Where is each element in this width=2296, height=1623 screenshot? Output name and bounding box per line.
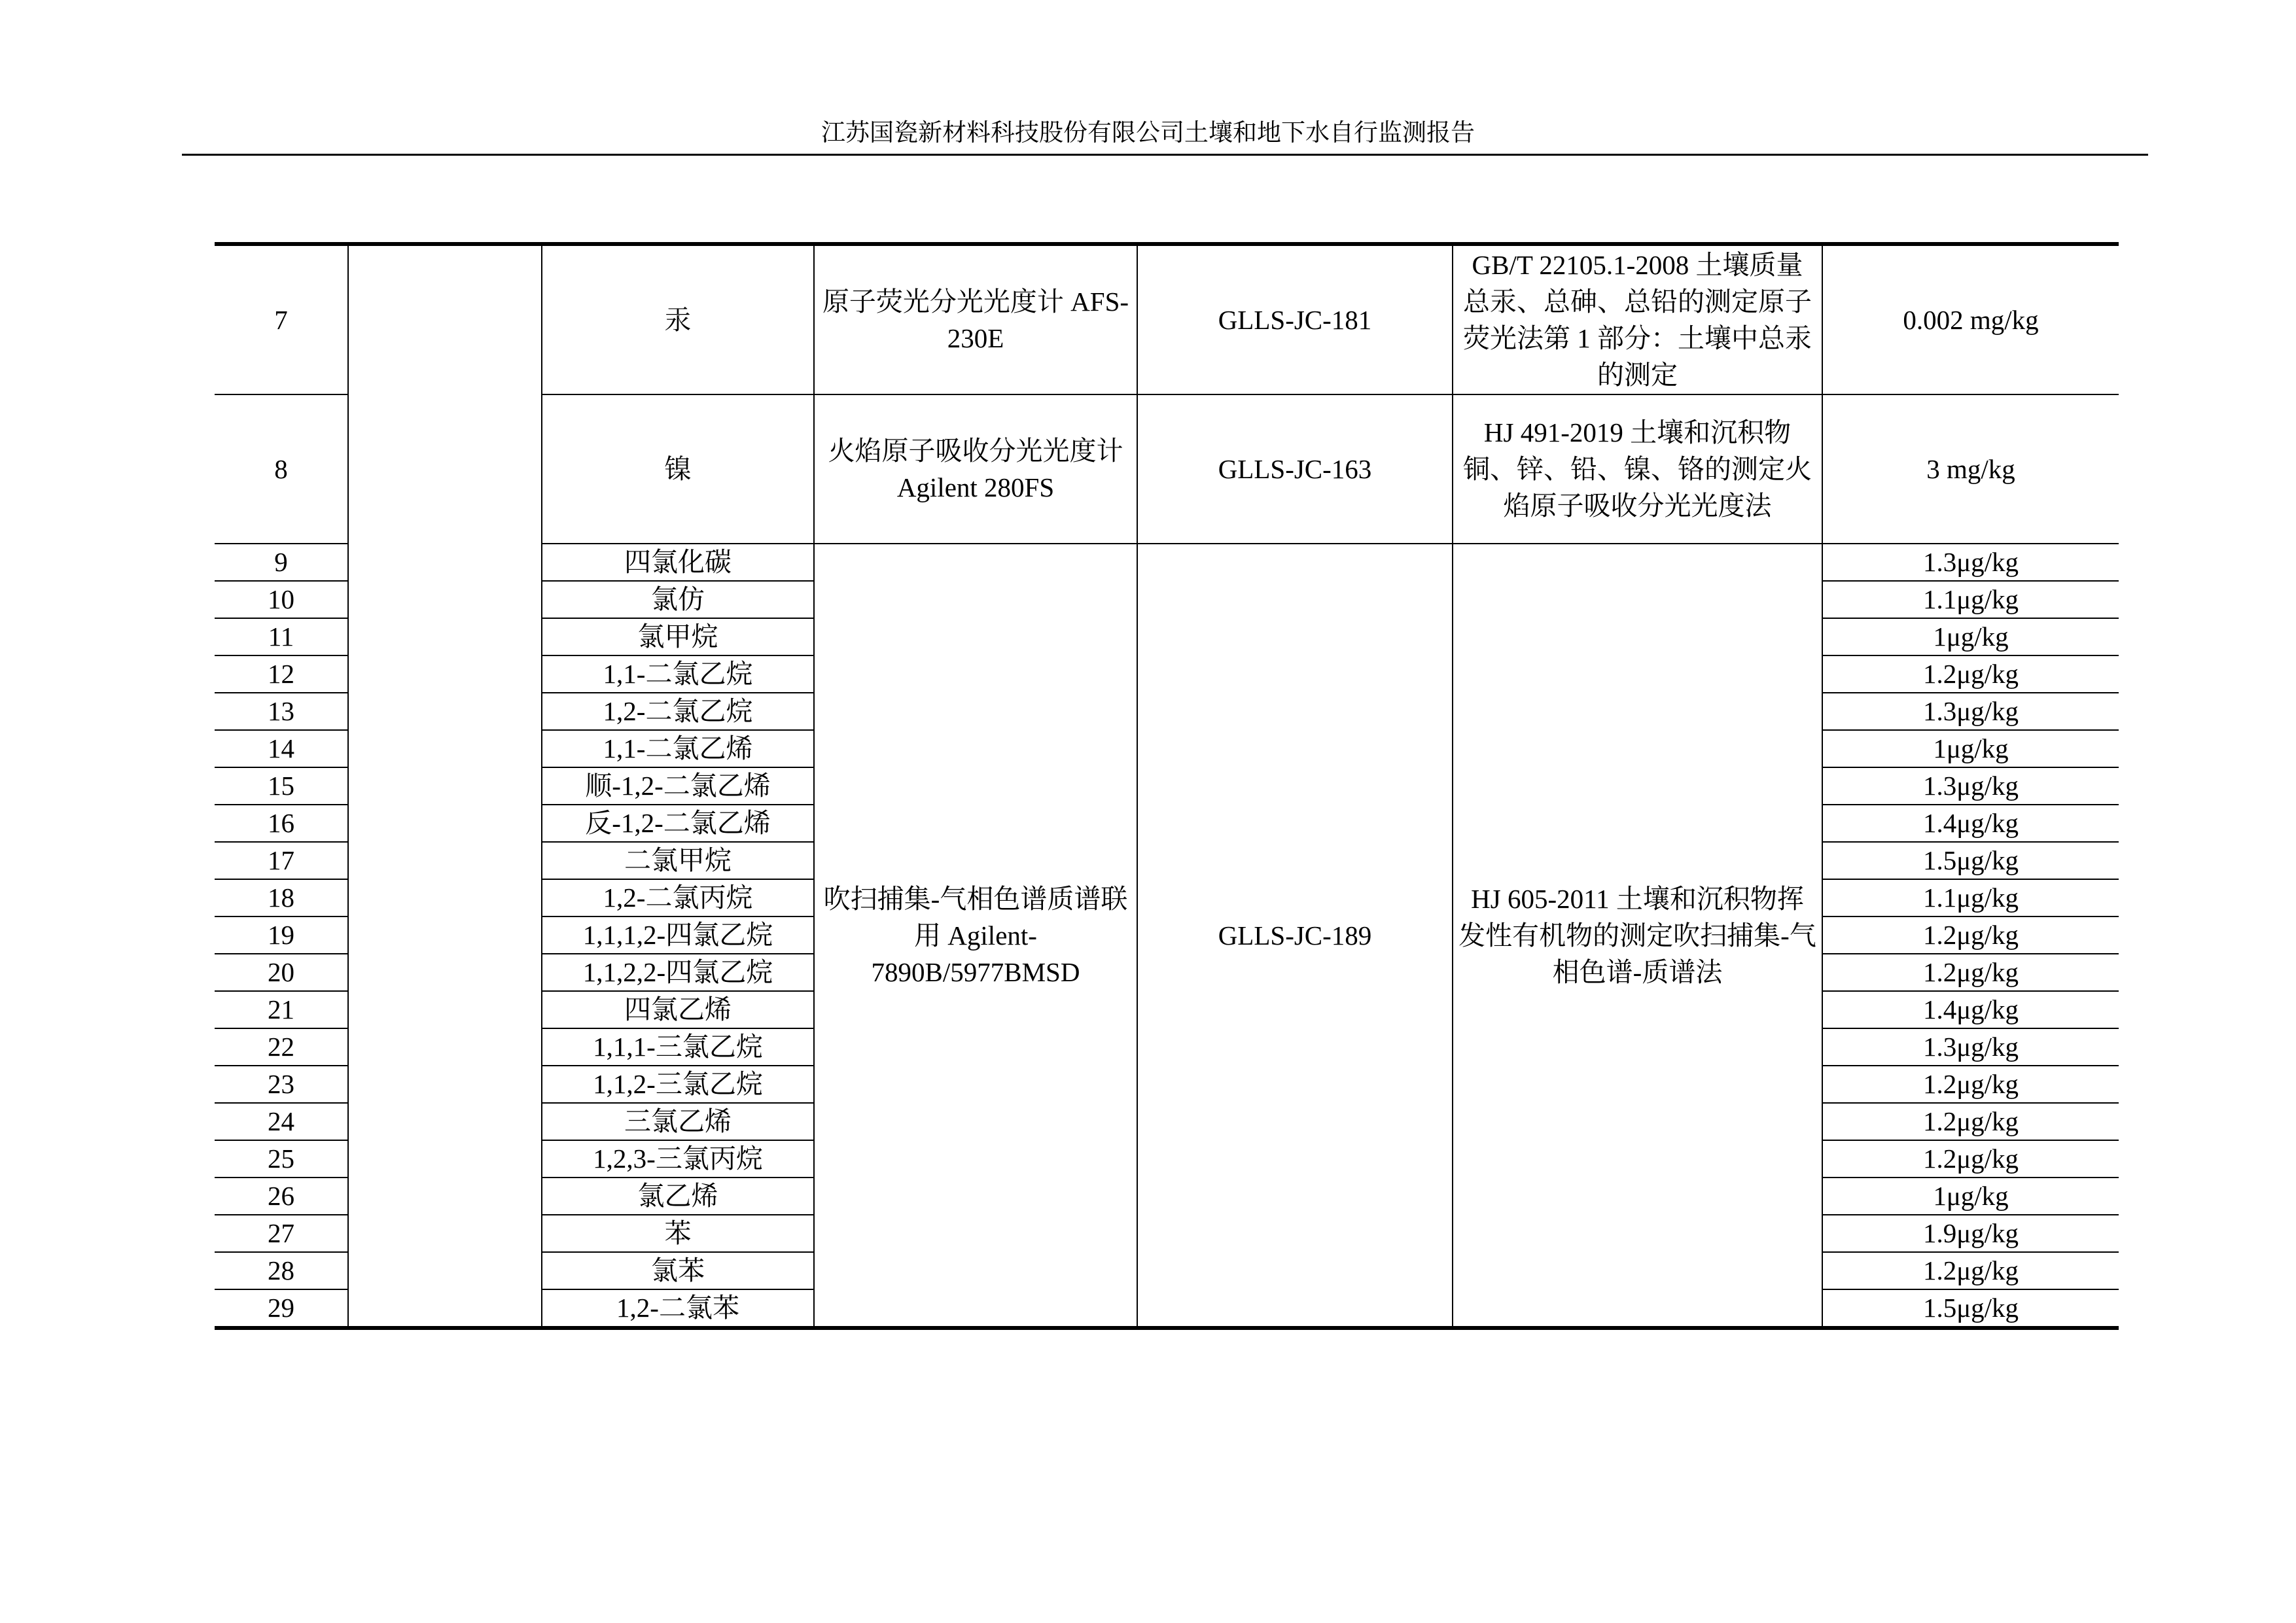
- row-number: 20: [215, 954, 348, 991]
- detection-limit: 1.2μg/kg: [1822, 1252, 2119, 1289]
- item-name: 1,1,2,2-四氯乙烷: [542, 954, 814, 991]
- instrument-id: GLLS-JC-181: [1137, 244, 1453, 394]
- row-number: 8: [215, 394, 348, 544]
- row-number: 24: [215, 1103, 348, 1140]
- row-number: 28: [215, 1252, 348, 1289]
- item-name: 二氯甲烷: [542, 842, 814, 879]
- row-number: 27: [215, 1215, 348, 1252]
- detection-limit: 1.3μg/kg: [1822, 767, 2119, 805]
- detection-limit: 1μg/kg: [1822, 730, 2119, 767]
- instrument-id: GLLS-JC-163: [1137, 394, 1453, 544]
- row-number: 23: [215, 1066, 348, 1103]
- item-name: 1,2-二氯苯: [542, 1289, 814, 1328]
- detection-limit: 1.5μg/kg: [1822, 1289, 2119, 1328]
- row-number: 10: [215, 581, 348, 618]
- row-number: 21: [215, 991, 348, 1028]
- row-number: 13: [215, 693, 348, 730]
- report-header-title: 江苏国瓷新材料科技股份有限公司土壤和地下水自行监测报告: [821, 120, 1475, 147]
- detection-limit: 1.9μg/kg: [1822, 1215, 2119, 1252]
- row-number: 7: [215, 244, 348, 394]
- detection-limit: 1.4μg/kg: [1822, 991, 2119, 1028]
- method-standard: HJ 491-2019 土壤和沉积物铜、锌、铅、镍、铬的测定火焰原子吸收分光光度法: [1453, 394, 1822, 544]
- row-number: 25: [215, 1140, 348, 1178]
- row-number: 15: [215, 767, 348, 805]
- detection-limit: 1.2μg/kg: [1822, 954, 2119, 991]
- detection-limit: 3 mg/kg: [1822, 394, 2119, 544]
- row-number: 12: [215, 655, 348, 693]
- item-name: 三氯乙烯: [542, 1103, 814, 1140]
- detection-limit: 1.2μg/kg: [1822, 1140, 2119, 1178]
- category-cell-empty: [348, 244, 542, 1328]
- row-number: 19: [215, 916, 348, 954]
- row-number: 22: [215, 1028, 348, 1066]
- detection-limit: 1.3μg/kg: [1822, 544, 2119, 581]
- item-name: 四氯化碳: [542, 544, 814, 581]
- row-number: 11: [215, 618, 348, 655]
- voc-instrument-name: 吹扫捕集-气相色谱质谱联用 Agilent-7890B/5977BMSD: [814, 544, 1137, 1328]
- table-row: [215, 244, 2119, 394]
- row-number: 26: [215, 1178, 348, 1215]
- instrument-name: 原子荧光分光光度计 AFS-230E: [814, 244, 1137, 394]
- detection-limit: 1.2μg/kg: [1822, 1066, 2119, 1103]
- item-name: 1,1-二氯乙烯: [542, 730, 814, 767]
- detection-limit: 1.1μg/kg: [1822, 879, 2119, 916]
- item-name: 氯仿: [542, 581, 814, 618]
- row-number: 9: [215, 544, 348, 581]
- item-name: 氯苯: [542, 1252, 814, 1289]
- detection-limit: 1μg/kg: [1822, 1178, 2119, 1215]
- row-number: 14: [215, 730, 348, 767]
- item-name: 汞: [542, 244, 814, 394]
- voc-instrument-id: GLLS-JC-189: [1137, 544, 1453, 1328]
- item-name: 1,1,1,2-四氯乙烷: [542, 916, 814, 954]
- item-name: 1,2,3-三氯丙烷: [542, 1140, 814, 1178]
- item-name: 1,1,1-三氯乙烷: [542, 1028, 814, 1066]
- item-name: 氯乙烯: [542, 1178, 814, 1215]
- row-number: 16: [215, 805, 348, 842]
- item-name: 四氯乙烯: [542, 991, 814, 1028]
- method-standard: GB/T 22105.1-2008 土壤质量总汞、总砷、总铅的测定原子荧光法第 1 部分：土壤中总汞的测定: [1453, 244, 1822, 394]
- item-name: 1,1,2-三氯乙烷: [542, 1066, 814, 1103]
- voc-method-standard: HJ 605-2011 土壤和沉积物挥发性有机物的测定吹扫捕集-气相色谱-质谱法: [1453, 544, 1822, 1328]
- item-name: 顺-1,2-二氯乙烯: [542, 767, 814, 805]
- detection-limit: 1.3μg/kg: [1822, 693, 2119, 730]
- item-name: 1,1-二氯乙烷: [542, 655, 814, 693]
- detection-method-table: [215, 242, 2119, 1330]
- row-number: 18: [215, 879, 348, 916]
- detection-limit: 1.4μg/kg: [1822, 805, 2119, 842]
- detection-limit: 1.3μg/kg: [1822, 1028, 2119, 1066]
- detection-limit: 1.2μg/kg: [1822, 655, 2119, 693]
- detection-limit: 1μg/kg: [1822, 618, 2119, 655]
- item-name: 1,2-二氯乙烷: [542, 693, 814, 730]
- instrument-name: 火焰原子吸收分光光度计 Agilent 280FS: [814, 394, 1137, 544]
- detection-limit: 1.2μg/kg: [1822, 916, 2119, 954]
- row-number: 17: [215, 842, 348, 879]
- detection-limit: 1.5μg/kg: [1822, 842, 2119, 879]
- item-name: 苯: [542, 1215, 814, 1252]
- item-name: 镍: [542, 394, 814, 544]
- item-name: 1,2-二氯丙烷: [542, 879, 814, 916]
- detection-limit: 1.1μg/kg: [1822, 581, 2119, 618]
- header-divider: [182, 154, 2148, 156]
- row-number: 29: [215, 1289, 348, 1328]
- detection-limit: 0.002 mg/kg: [1822, 244, 2119, 394]
- detection-limit: 1.2μg/kg: [1822, 1103, 2119, 1140]
- item-name: 氯甲烷: [542, 618, 814, 655]
- item-name: 反-1,2-二氯乙烯: [542, 805, 814, 842]
